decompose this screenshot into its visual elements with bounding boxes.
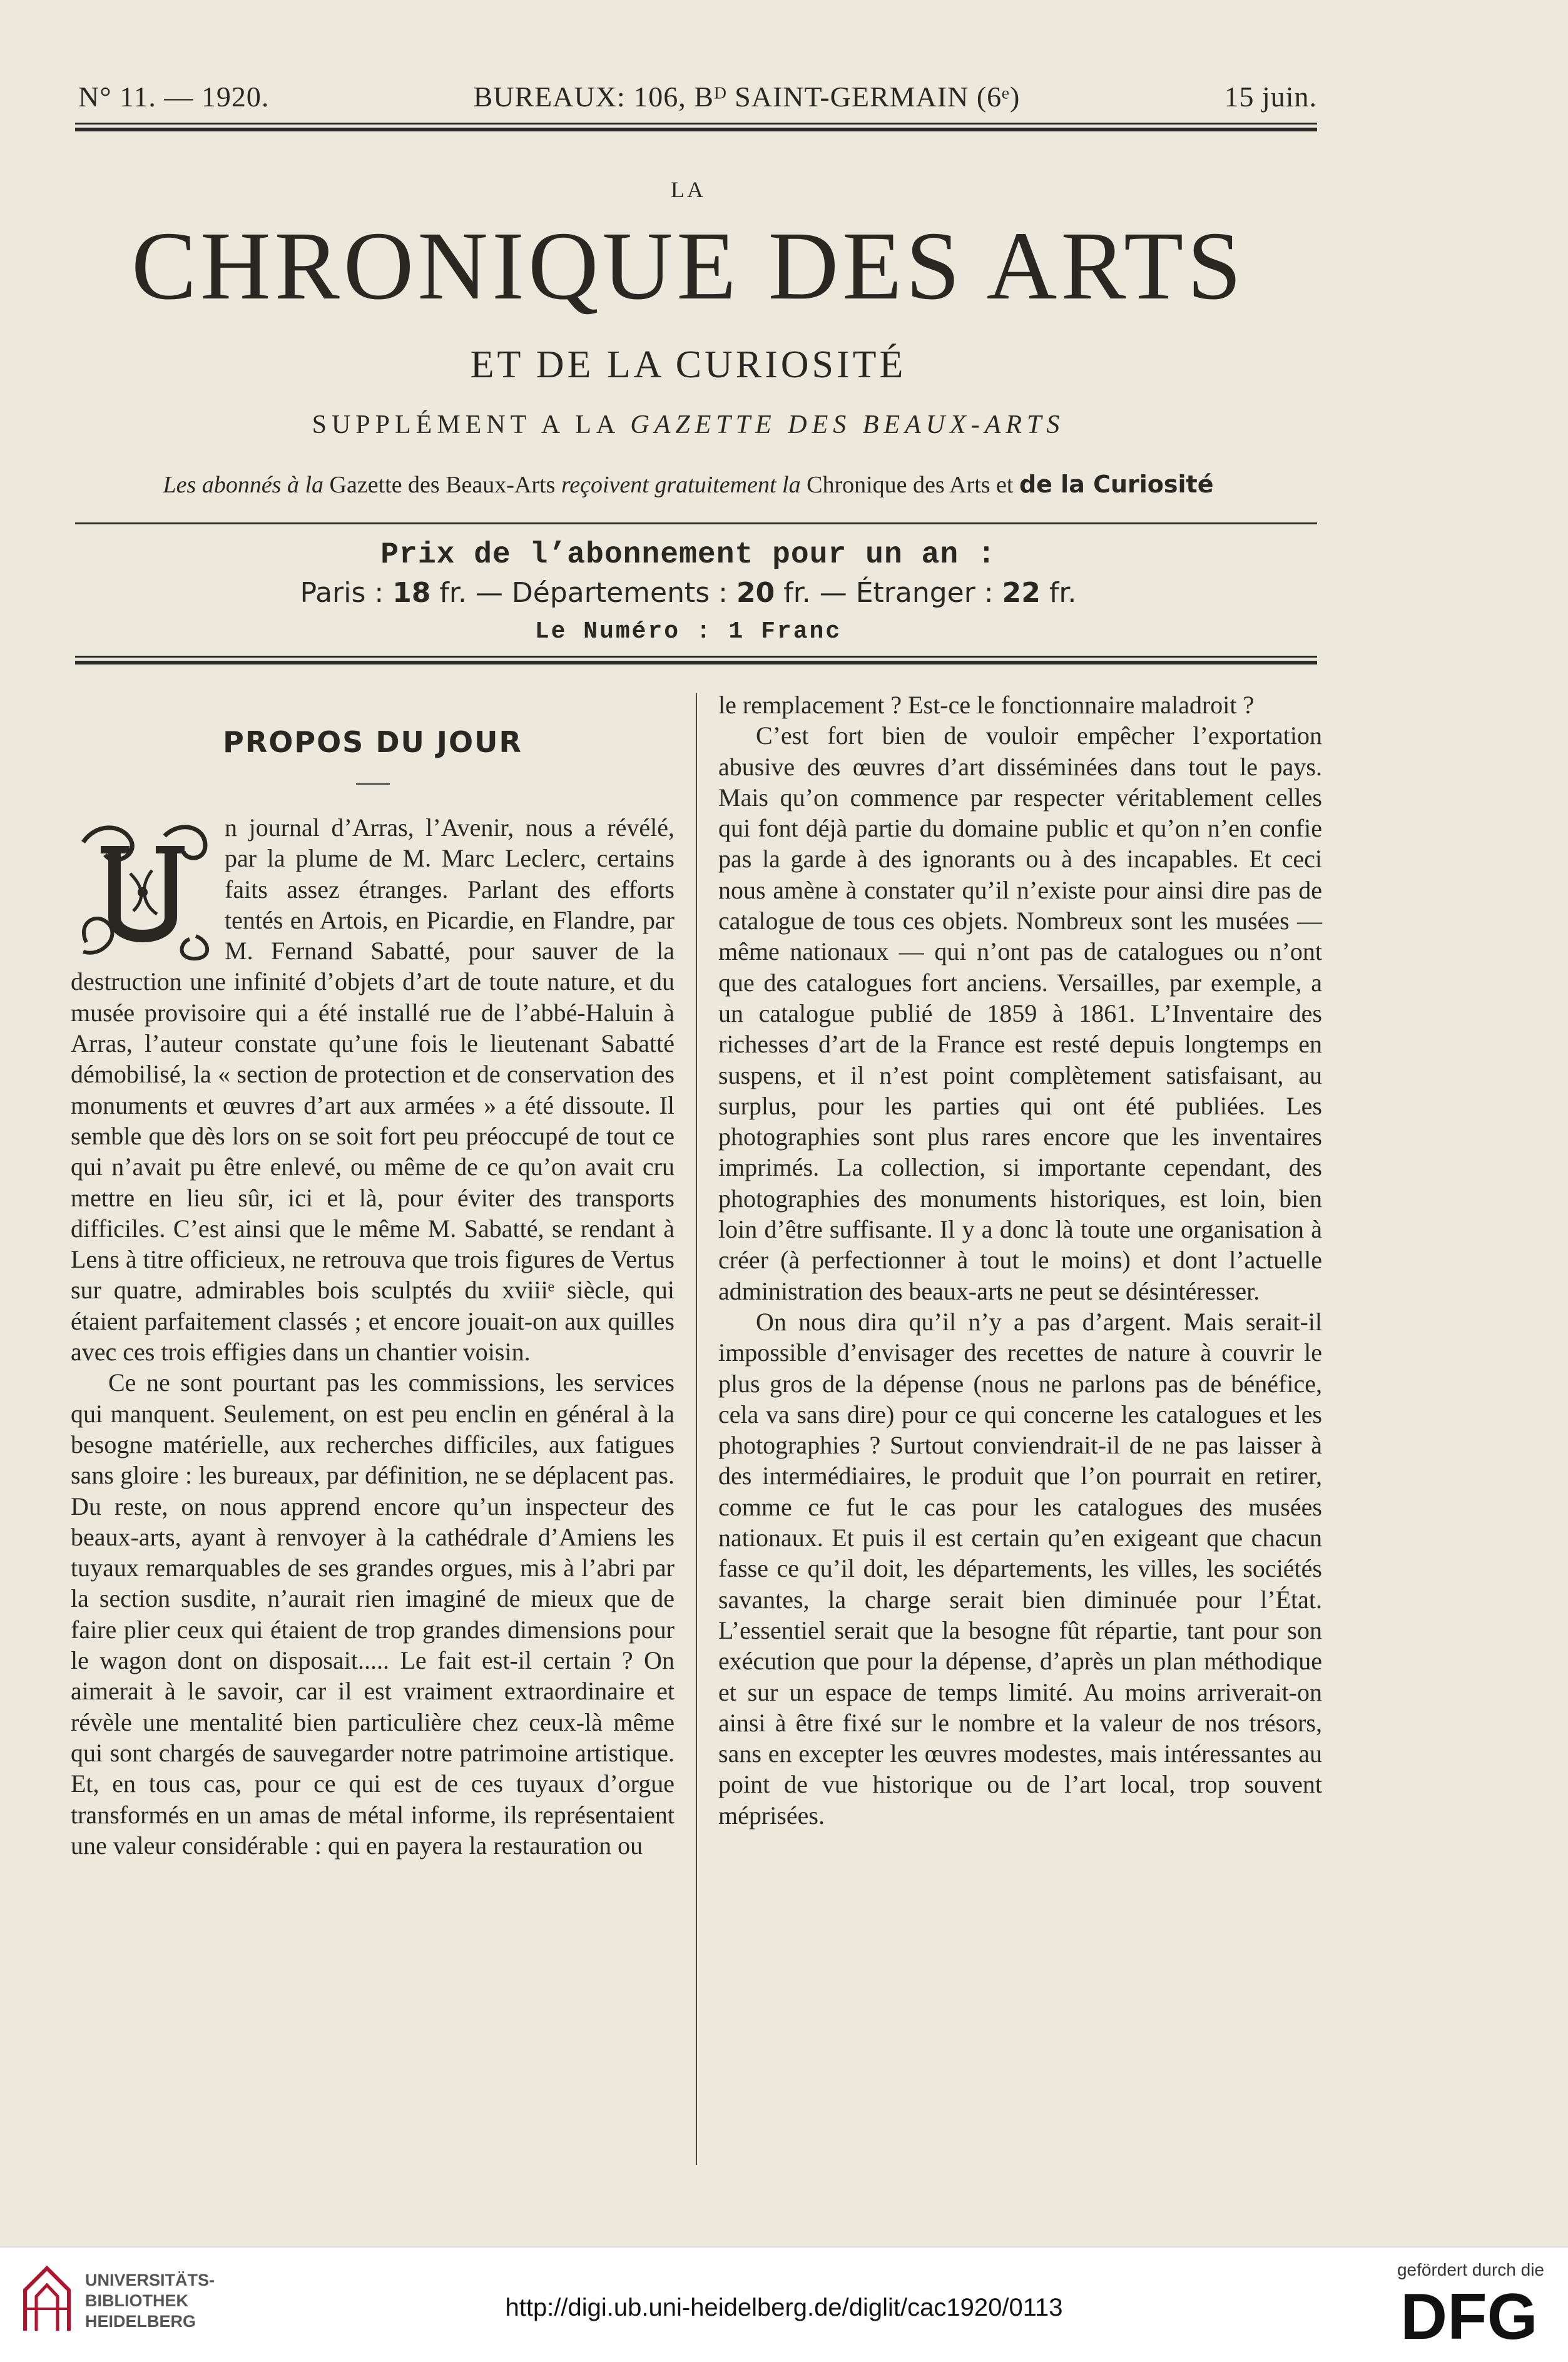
funding-label: gefördert durch die [1397,2260,1544,2279]
article-paragraph: C’est fort bien de vouloir empêcher l’exportation abusive des œuvres d’art disséminées dans tout le pays. Mais qu’on commence par respecter véritablement celles qui font déjà partie du domaine public et qu’on n’en confie pas la garde à des ignorants ou à des incapables. Et ceci nous amène à constater qu’il n’existe pour ainsi dire pas de catalogue de tous ces objets. Nombreux sont les musées — même nationaux — qui n’ont pas de catalogues ou n’ont que des catalogues fort anciens. Versailles, par exemple, a un catalogue publié de 1859 à 1861. L’Inventaire des richesses d’art de la France est resté depuis longtemps en suspens, et il n’est point complètement satisfaisant, au surplus, pour les parties qui ont été publiées. Les photographies sont plus rares encore que les inventaires imprimés. La collection, si importante cependant, des photographies des monuments historiques, est loin, bien loin d’être suffisante. Il y a donc là toute une organisation à créer (à perfectionner à tout le moins) et dont l’actuelle administration des beaux-arts ne peut se désintéresser. [718,721,1322,1305]
ornamental-initial [71,817,216,962]
article-paragraph: On nous dira qu’il n’y a pas d’argent. Mais serait-il impossible d’envisager des recettes de nature à couvrir le plus gros de la dépense (nous ne parlons pas de bénéfice, cela va sans dire) pour ce qui concerne les catalogues et les photographies ? Surtout conviendrait-il de ne pas laisser à des intermédiaires, le produit que l’on pourrait en retirer, comme ce fut le cas pour les catalogues des musées nationaux. Et puis il est certain qu’en exigeant que chacun fasse ce qu’il doit, les départements, les villes, les sociétés savantes, la charge serait bien diminuée pour l’État. L’essentiel serait que la besogne fût répartie, tant pour son exécution que pour la dépense, d’après un plan méthodique et sur un espace de temps limité. Au moins arriverait-on ainsi à être fixé sur le nombre et la valeur de nos trésors, sans en excepter les œuvres modestes, mais intéressantes au point de vue historique ou de l’art local, trop souvent méprisées. [718,1307,1322,1830]
dfg-logo-icon [1400,2285,1544,2348]
supplement-title: GAZETTE DES BEAUX-ARTS [630,410,1065,439]
subscription-prices [63,577,1314,609]
footer-separator [0,2246,1568,2247]
article-paragraph: n journal d’Arras, l’Avenir, nous a révélé, par la plume de M. Marc Leclerc, certains faits assez étranges. Parlant des efforts tentés en Artois, en Picardie, en Flandre, par M. Fernand Sabatté, pour sauver de la destruction une infinité d’objets d’art de toute nature, et du musée provisoire qui a été installé rue de l’abbé-Haluin à Arras, l’auteur constate qu’une fois le lieutenant Sabatté démobilisé, la « section de protection et de conservation des monuments et œuvres d’art aux armées » a été dissoute. Il semble que dès lors on se soit fort peu préoccupé de tout ce qui n’avait pu être enlevé, ou même de ce qu’on avait cru mettre en lieu sûr, ici et là, pour éviter des transports difficiles. C’est ainsi que le même M. Sabatté, se rendant à Lens à titre officieux, ne retrouva que trois figures de Vertus sur quatre, admirables bois sculptés du xviiiᵉ siècle, qui étaient parfaitement classés ; et encore jouait-on aux quilles avec ces trois effigies dans un chantier voisin. [71,813,675,1367]
library-line-3: HEIDELBERG [85,2312,196,2331]
masthead-title: CHRONIQUE DES ARTS [131,211,1246,320]
dfg-logo-text: DFG [1400,2285,1538,2348]
paris-label: Paris : [300,577,384,609]
subscription-rule-bottom-1 [75,656,1317,658]
office-address: BUREAUX: 106, Bᴰ SAINT-GERMAIN (6ᵉ) [473,81,1021,113]
column-divider [696,693,697,2165]
header-rule-bottom [75,128,1317,131]
notice-part-5: de la Curiosité [1019,471,1214,498]
digitization-footer [0,2246,1568,2362]
departements-label: fr. — Départements : [439,577,728,609]
notice-part-2: Gazette des Beaux-Arts [329,472,556,498]
library-line-2: BIBLIOTHEK [85,2291,188,2310]
header-rule-top [75,123,1317,125]
issue-number: N° 11. — 1920. [78,81,270,113]
subscription-title: Prix de l’abonnement pour un an : [380,538,996,572]
article-paragraph: le remplacement ? Est-ce le fonctionnaire maladroit ? [718,691,1255,719]
article-column-right [718,690,1322,1831]
section-title: PROPOS DU JOUR [223,725,522,759]
paris-price: 18 [392,577,431,609]
supplement-line [63,410,1314,440]
etranger-price: 22 [1002,577,1041,609]
issue-header [78,80,1317,113]
subscriber-notice [63,471,1314,499]
ornamental-initial-icon [71,817,216,962]
supplement-prefix: SUPPLÉMENT A LA [312,410,619,439]
notice-part-1: Les abonnés à la [163,472,324,498]
departements-price: 20 [736,577,775,609]
subscription-rule-bottom-2 [75,661,1317,664]
issue-date: 15 juin. [1224,81,1317,113]
subscription-rule-top [75,522,1317,524]
notice-part-3: reçoivent gratuitement la [561,472,801,498]
title-dash [356,783,390,785]
etranger-suffix: fr. [1049,577,1077,609]
notice-part-4: Chronique des Arts et [807,472,1014,498]
masthead-article: LA [671,177,706,202]
etranger-label: fr. — Étranger : [783,577,994,609]
single-issue-price: Le Numéro : 1 Franc [534,618,842,645]
article-paragraph: Ce ne sont pourtant pas les commissions, les services qui manquent. Seulement, on est peu enclin en général à la besogne matérielle, aux recherches difficiles, aux fatigues sans gloire : les bureaux, par définition, ne se déplacent pas. Du reste, on nous apprend encore qu’un inspecteur des beaux-arts, ayant à renvoyer à la cathédrale d’Amiens les tuyaux remarquables de ses grandes orgues, mis à l’abri par la section susdite, n’aurait rien imaginé de mieux que de faire plier ceux qui étaient de trop grandes dimensions pour le wagon dont on disposait..... Le fait est-il certain ? On aimerait à le savoir, car il est vraiment extraordinaire et révèle une mentalité bien particulière chez ceux-là même qui sont chargés de sauvegarder notre patrimoine artistique. Et, en tous cas, pour ce qui est de ces tuyaux d’orgue transformés en un amas de métal informe, ils représentaient une valeur considérable : qui en payera la restauration ou [71,1368,675,1860]
permalink[interactable]: http://digi.ub.uni-heidelberg.de/diglit/cac1920/0113 [505,2294,1063,2321]
article-column-left [71,690,675,1861]
library-line-1: UNIVERSITÄTS- [85,2271,215,2289]
masthead-subtitle: ET DE LA CURIOSITÉ [470,344,907,386]
